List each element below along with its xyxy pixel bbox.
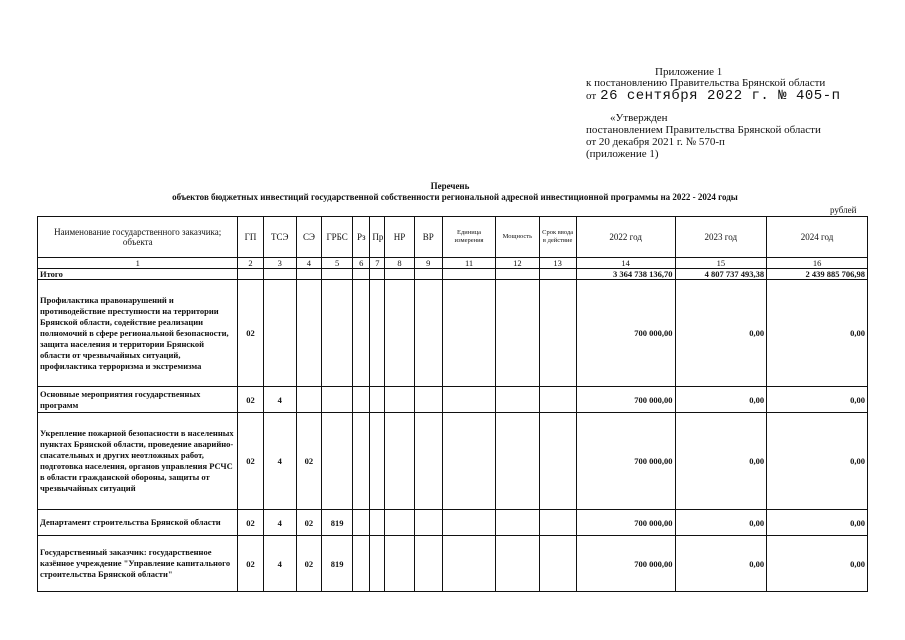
row-2023: 0,00 [675, 536, 767, 592]
row-gp: 02 [238, 387, 263, 413]
table-row [38, 536, 868, 592]
header-vr: ВР [414, 217, 442, 258]
row-2022: 700 000,00 [576, 510, 675, 536]
col-number: 9 [414, 258, 442, 269]
row-tse: 4 [263, 510, 296, 536]
row-gp: 02 [238, 510, 263, 536]
header-tse: ТСЭ [263, 217, 296, 258]
row-2023: 0,00 [675, 413, 767, 510]
row-grbs [322, 280, 353, 387]
row-2022: 700 000,00 [576, 413, 675, 510]
row-2022: 700 000,00 [576, 387, 675, 413]
col-number: 6 [353, 258, 370, 269]
row-gp: 02 [238, 413, 263, 510]
col-number: 13 [539, 258, 576, 269]
appendix-line-3 [586, 86, 841, 104]
units-label: рублей [830, 205, 857, 215]
col-number: 14 [576, 258, 675, 269]
header-pr: Пр [370, 217, 385, 258]
row-grbs: 819 [322, 510, 353, 536]
header-gp: ГП [238, 217, 263, 258]
col-number: 4 [296, 258, 321, 269]
row-name: Профилактика правонарушений и противодействие преступности на территории Брянской области, содействие реализации полномочий в сфере региональной безопасности, защита населения и территории Брянской области от чрезвычайных ситуаций, профилактика терроризма и экстремизма [38, 280, 238, 387]
row-grbs: 819 [322, 536, 353, 592]
document-title: Перечень [430, 181, 470, 191]
row-2024: 0,00 [767, 413, 868, 510]
header-name: Наименование государственного заказчика; объекта [38, 217, 238, 258]
column-numbers-row [38, 258, 868, 269]
row-name: Укрепление пожарной безопасности в населенных пунктах Брянской области, проведение аварийно-спасательных и других неотложных работ, подготовка населения, органов управления РСЧС в области гражданской обороны, защиты от чрезвычайных ситуаций [38, 413, 238, 510]
col-number: 3 [263, 258, 296, 269]
row-gp: 02 [238, 280, 263, 387]
total-2022: 3 364 738 136,70 [576, 269, 675, 280]
row-se [296, 387, 321, 413]
row-2024: 0,00 [767, 387, 868, 413]
row-2023: 0,00 [675, 387, 767, 413]
header-rz: Рз [353, 217, 370, 258]
header-2024: 2024 год [767, 217, 868, 258]
header-commissioning: Срок ввода в действие [539, 217, 576, 258]
appendix-line-2: к постановлению Правительства Брянской области [586, 77, 826, 89]
approved-line-3: от 20 декабря 2021 г. № 570-п [586, 136, 725, 148]
row-se: 02 [296, 510, 321, 536]
row-tse: 4 [263, 413, 296, 510]
header-2022: 2022 год [576, 217, 675, 258]
table-row [38, 413, 868, 510]
header-unit: Единица измерения [442, 217, 495, 258]
row-2024: 0,00 [767, 280, 868, 387]
appendix-line-1: Приложение 1 [655, 66, 723, 78]
row-gp: 02 [238, 536, 263, 592]
header-row [38, 217, 868, 258]
col-number: 7 [370, 258, 385, 269]
approved-line-1: «Утвержден [610, 112, 668, 124]
total-2024: 2 439 885 706,98 [767, 269, 868, 280]
header-nr: НР [385, 217, 414, 258]
col-number: 1 [38, 258, 238, 269]
table-row [38, 387, 868, 413]
col-number: 16 [767, 258, 868, 269]
total-2023: 4 807 737 493,38 [675, 269, 767, 280]
row-2022: 700 000,00 [576, 536, 675, 592]
row-2023: 0,00 [675, 280, 767, 387]
row-tse: 4 [263, 387, 296, 413]
row-name: Департамент строительства Брянской области [38, 510, 238, 536]
row-name: Основные мероприятия государственных программ [38, 387, 238, 413]
table-row [38, 510, 868, 536]
row-tse: 4 [263, 536, 296, 592]
row-se [296, 280, 321, 387]
header-capacity: Мощность [496, 217, 539, 258]
row-tse [263, 280, 296, 387]
header-grbs: ГРБС [322, 217, 353, 258]
appendix-date-prefix: от [586, 90, 597, 102]
row-grbs [322, 387, 353, 413]
col-number: 15 [675, 258, 767, 269]
header-2023: 2023 год [675, 217, 767, 258]
col-number: 12 [496, 258, 539, 269]
col-number: 5 [322, 258, 353, 269]
row-2022: 700 000,00 [576, 280, 675, 387]
row-2024: 0,00 [767, 510, 868, 536]
col-number: 2 [238, 258, 263, 269]
approved-line-2: постановлением Правительства Брянской области [586, 124, 821, 136]
total-label: Итого [38, 269, 238, 280]
table-row [38, 280, 868, 387]
investment-table [37, 216, 868, 592]
approved-line-4: (приложение 1) [586, 148, 659, 160]
appendix-handwritten-date: 26 сентября 2022 г. № 405-п [600, 88, 841, 104]
row-se: 02 [296, 536, 321, 592]
row-grbs [322, 413, 353, 510]
row-se: 02 [296, 413, 321, 510]
col-number: 11 [442, 258, 495, 269]
total-row [38, 269, 868, 280]
row-name: Государственный заказчик: государственное казённое учреждение "Управление капитального строительства Брянской области" [38, 536, 238, 592]
header-se: СЭ [296, 217, 321, 258]
row-2023: 0,00 [675, 510, 767, 536]
row-2024: 0,00 [767, 536, 868, 592]
col-number: 8 [385, 258, 414, 269]
document-subtitle: объектов бюджетных инвестиций государственной собственности региональной адресной инвестиционной программы на 2022 - 2024 годы [172, 192, 738, 202]
